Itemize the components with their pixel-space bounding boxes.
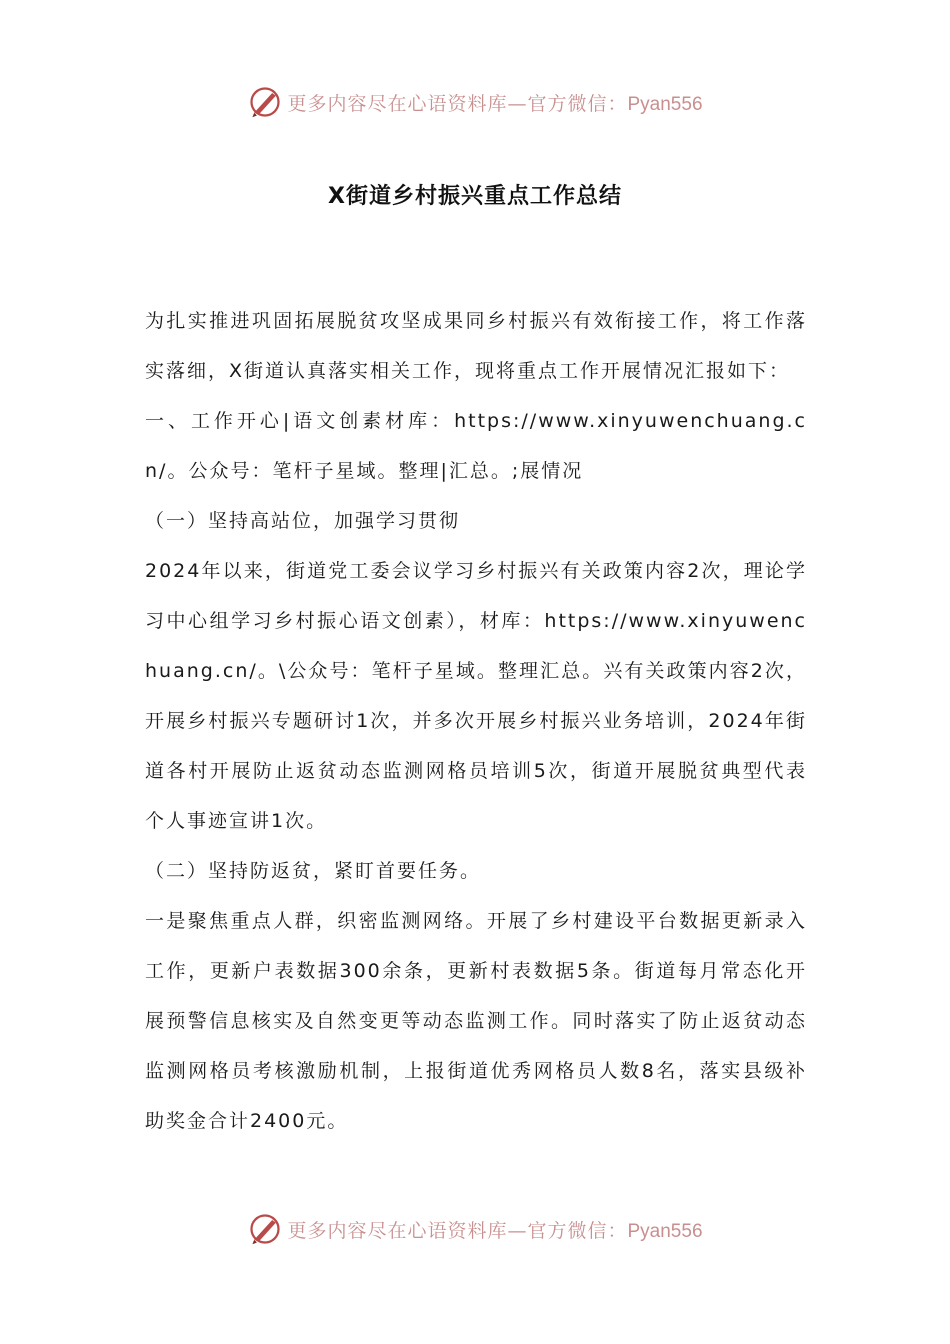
document-title: X街道乡村振兴重点工作总结 [328, 184, 622, 209]
footer-watermark-banner [0, 1209, 950, 1249]
paragraph-subsection-2-body: 一是聚焦重点人群，织密监测网络。开展了乡村建设平台数据更新录入工作，更新户表数据300余条，更新村表数据5条。街道每月常态化开展预警信息核实及自然变更等动态监测工作。同时落实了防止返贫动态监测网格员考核激励机制，上报街道优秀网格员人数8名，落实县级补助奖金合计2400元。 [145, 910, 807, 1132]
paragraph-intro: 为扎实推进巩固拓展脱贫攻坚成果同乡村振兴有效衔接工作，将工作落实落细，X街道认真落实相关工作，现将重点工作开展情况汇报如下： [145, 310, 807, 382]
paragraph-section-1-heading: 一、工作开心|语文创素材库：https://www.xinyuwenchuang.cn/。公众号：笔杆子星域。整理|汇总。;展情况 [145, 410, 807, 482]
watermark-account: Pyan556 [627, 93, 703, 115]
paragraph-subsection-1-body: 2024年以来，街道党工委会议学习乡村振兴有关政策内容2次，理论学习中心组学习乡村振心语文创素），材库：https://www.xinyuwenchuang.cn/。\公众号：笔杆子星域。整理汇总。兴有关政策内容2次，开展乡村振兴专题研讨1次，并多次开展乡村振兴业务培训，2024年街道各村开展防止返贫动态监测网格员培训5次，街道开展脱贫典型代表个人事迹宣讲1次。 [145, 560, 807, 832]
watermark-text: 更多内容尽在心语资料库—官方微信：Pyan556 [287, 92, 703, 115]
document-body [145, 296, 807, 1146]
watermark-account: Pyan556 [627, 1220, 703, 1242]
watermark-text: 更多内容尽在心语资料库—官方微信：Pyan556 [287, 1219, 703, 1242]
paragraph-subsection-2-heading: （二）坚持防返贫，紧盯首要任务。 [145, 860, 482, 882]
header-watermark-banner [0, 82, 950, 122]
pen-logo-icon [247, 1211, 283, 1247]
paragraph-subsection-1-heading: （一）坚持高站位，加强学习贯彻 [145, 510, 461, 532]
pen-logo-icon [247, 84, 283, 120]
